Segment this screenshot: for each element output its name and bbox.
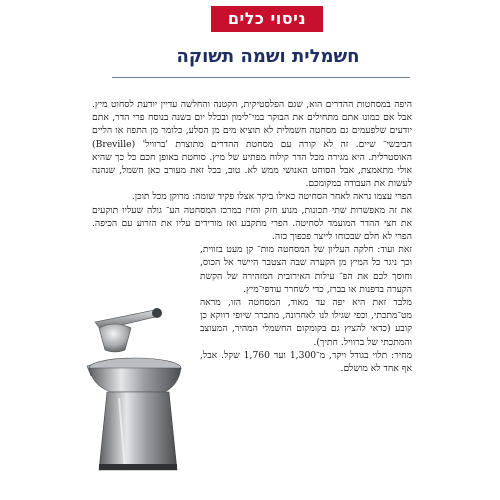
paragraph-price: מחיר: תלוי בגודל ויקר, מ־1,300 ועד 1,760 שקל. אבל, אף אחד לא מושלם.: [200, 349, 413, 375]
paragraph-features: את זה מאפשרות שתי תכונות, מנוע חזק והזיז במרכז המסחטה הע־ גולה שעליו תוקעים את חצי ההדר המועמד לסחיטה. הפרי מתקבע ואז מורידים עליו את הזרוע עם הכיפה. הפרי לא חלם שבכוחו לייצר פכפוך כזה.: [92, 204, 412, 243]
article-headline: חשמלית ושמה תשוקה: [176, 46, 360, 67]
section-badge: ניסוי כלים: [211, 6, 323, 32]
paragraph-result: הפרי עצמו נראה לאחר הסחיטה כאילו ביקר אצלו פקיד שומה: מרוקן מכל תוכן.: [131, 191, 412, 203]
paragraph-design: מלבד זאת היא יפה עד מאוד, המסחטה הזו, מראה מט־מתכתי, וכפי שגילו לנו לאחרונה, מתברר שיופי דווקא כן קובע (כדאי להציץ גם בקומקום החשמלי המהיר, המעוצב והמתכתי של ברוויל. חתיך).: [200, 297, 412, 348]
headline-divider: [112, 77, 410, 78]
juicer-photo: [85, 302, 205, 472]
paragraph-intro: היפה במסחטות ההדרים הוא, שגם הפלסטיקית, הקטנה והחלשה עדיין יודעת לסחוט מיץ. אבל אם כמונו אתם מתחילים את הבוקר במי־לימון ובכלל יום בשנה בנוסח פרי הדר, אתם יודעים שלפעמים גם מסחטה חשמלית לא תוציא מים מן הסלע, כלומר מן התפוז או הליים הביבשי־ שיים. זה לא קורה עם מסחטת ההדרים מתוצרת 'ברוויל' (Breville) האוסטרלית. היא מגירה מכל הדר קילוח מפתיע של מיץ. סוחטת באופן חכם כל כך שהיא אולי מתאמצת, אבל הסוחט האנושי ממש לא. טוב, בכל זאת מעורב כאן חשמל, שנהנה לעשות את העבודה במקומכם.: [92, 99, 412, 190]
paragraph-angle: זאת ועוד: חלקה העליון של המסחטה מות־ קן מעט בזווית, וכך ניגר כל המיץ מן הקערה שבה הצטבר היישר אל הכוס, וחוסך לכם את הפ־ עילות האירובית המזהירה של הקשת הקערה בדפנות או בברז, כדי לשחרר עודפי־מיץ.: [200, 244, 412, 295]
